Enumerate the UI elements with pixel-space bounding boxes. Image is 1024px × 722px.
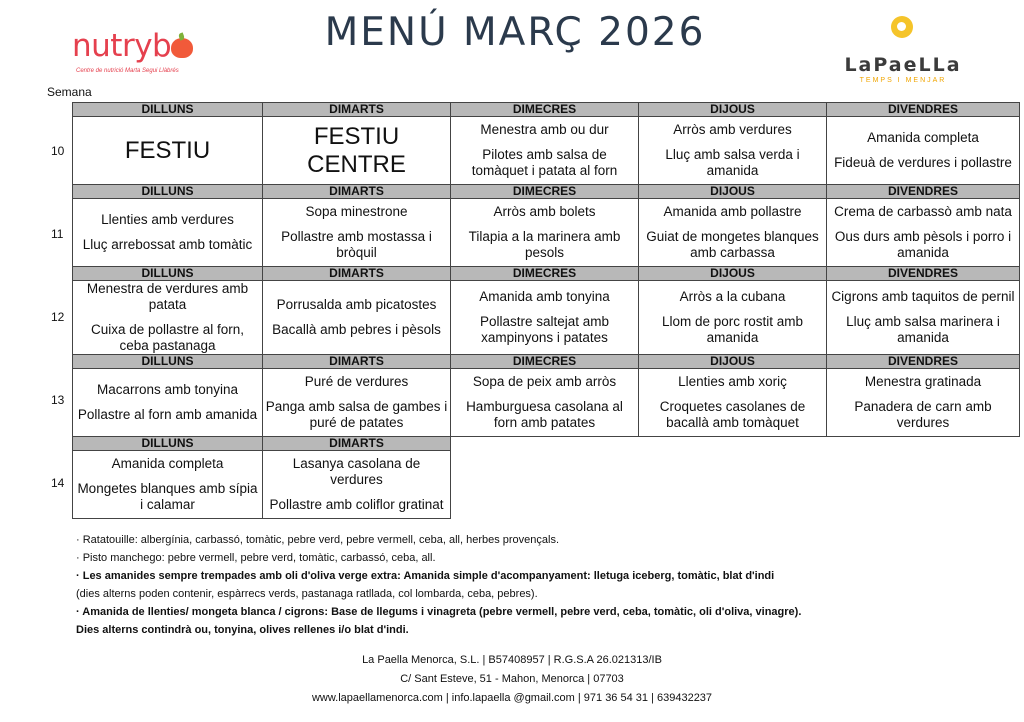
- second-course: Guiat de mongetes blanques amb carbassa: [646, 229, 819, 260]
- menu-cell: [827, 369, 1020, 437]
- day-header-row: [73, 103, 1020, 117]
- menu-row: [73, 451, 1020, 519]
- first-course: Cigrons amb taquitos de pernil: [831, 289, 1015, 304]
- note-line: · Amanida de llenties/ mongeta blanca / cigrons: Base de llegums i vinagreta (pebre vermell, pebre verd, ceba, tomàtic, oli d'oliva, vinagre).: [76, 606, 802, 618]
- day-header: DILLUNS: [73, 355, 263, 369]
- second-course: Panadera de carn amb verdures: [854, 399, 992, 430]
- day-header: DIMECRES: [451, 185, 639, 199]
- day-header: DIMARTS: [263, 103, 451, 117]
- second-course: Lluç amb salsa marinera i amanida: [846, 314, 1000, 345]
- second-course: Llom de porc rostit amb amanida: [661, 314, 804, 345]
- menu-cell: [827, 199, 1020, 267]
- menu-cell: [451, 369, 639, 437]
- menu-cell: [639, 199, 827, 267]
- lapaella-name: LaPaeLLa: [844, 54, 962, 76]
- lapaella-logo: [838, 12, 968, 84]
- first-course: Arròs a la cubana: [679, 289, 786, 304]
- day-header: DIMARTS: [263, 355, 451, 369]
- footer-line: www.lapaellamenorca.com | info.lapaella @gmail.com | 971 36 54 31 | 639432237: [311, 692, 713, 704]
- footer-line: C/ Sant Esteve, 51 - Mahon, Menorca | 07703: [400, 673, 624, 685]
- first-course: Lasanya casolana de verdures: [292, 456, 421, 487]
- week-number: 14: [51, 476, 65, 490]
- day-header: DIMARTS: [263, 267, 451, 281]
- day-header: DIJOUS: [639, 355, 827, 369]
- footer-line: La Paella Menorca, S.L. | B57408957 | R.G.S.A 26.021313/IB: [362, 654, 662, 666]
- menu-cell: [451, 281, 639, 355]
- first-course: Amanida completa: [111, 456, 224, 471]
- menu-row: [73, 199, 1020, 267]
- second-course: Croquetes casolanes de bacallà amb tomàquet: [659, 399, 806, 430]
- note-line: · Ratatouille: albergínia, carbassó, tomàtic, pebre verd, pebre vermell, ceba, all, herbes provençals.: [76, 534, 560, 546]
- menu-cell: [73, 369, 263, 437]
- note-line: · Les amanides sempre trempades amb oli d'oliva verge extra: Amanida simple d'acompanyament: lletuga iceberg, tomàtic, blat d'indi: [76, 570, 775, 582]
- day-header: DILLUNS: [73, 267, 263, 281]
- nutrybo-logo: [72, 30, 237, 74]
- first-course: Llenties amb verdures: [101, 212, 234, 227]
- day-header: DIJOUS: [639, 267, 827, 281]
- week-number: 10: [51, 144, 65, 158]
- day-header: DIMECRES: [451, 355, 639, 369]
- lapaella-subtitle: TEMPS I MENJAR: [859, 77, 947, 84]
- egg-icon: [885, 12, 921, 44]
- day-header: DILLUNS: [73, 437, 263, 451]
- day-header: DIMARTS: [263, 437, 451, 451]
- menu-table: [72, 102, 1020, 519]
- week-column-label: Semana: [47, 85, 92, 99]
- first-course: Sopa de peix amb arròs: [472, 374, 617, 389]
- second-course: Pollastre amb coliflor gratinat: [269, 497, 444, 512]
- menu-row: [73, 281, 1020, 355]
- week-number: 11: [51, 227, 64, 241]
- day-header: DIMARTS: [263, 185, 451, 199]
- second-course: Pilotes amb salsa de tomàquet i patata al forn: [471, 147, 618, 178]
- day-header: DIVENDRES: [827, 103, 1020, 117]
- holiday-cell: FESTIU: [73, 117, 263, 185]
- second-course: Bacallà amb pebres i pèsols: [272, 322, 441, 337]
- first-course: Menestra amb ou dur: [480, 122, 609, 137]
- day-header: DIMECRES: [451, 103, 639, 117]
- empty-cell: [451, 437, 639, 451]
- empty-cell: [639, 437, 827, 451]
- first-course: Amanida completa: [867, 130, 979, 145]
- second-course: Panga amb salsa de gambes i puré de patates: [265, 399, 448, 430]
- menu-row: [73, 369, 1020, 437]
- second-course: Lluç arrebossat amb tomàtic: [82, 237, 253, 252]
- menu-cell: [263, 451, 451, 519]
- first-course: Puré de verdures: [304, 374, 409, 389]
- notes: [76, 531, 1006, 639]
- day-header: DILLUNS: [73, 185, 263, 199]
- second-course: Pollastre saltejat amb xampinyons i patates: [479, 314, 610, 345]
- day-header: DIVENDRES: [827, 355, 1020, 369]
- second-course: Pollastre amb mostassa i bròquil: [281, 229, 432, 260]
- nutrybo-brand-text: nutryb: [72, 28, 172, 64]
- day-header: DILLUNS: [73, 103, 263, 117]
- week-number: 13: [51, 393, 65, 407]
- first-course: Amanida amb tonyina: [479, 289, 610, 304]
- menu-cell: [263, 281, 451, 355]
- holiday-cell: FESTIU CENTRE: [263, 117, 451, 185]
- second-course: Ous durs amb pèsols i porro i amanida: [834, 229, 1012, 260]
- day-header: DIVENDRES: [827, 185, 1020, 199]
- day-header-row: [73, 267, 1020, 281]
- empty-cell: [827, 451, 1020, 519]
- second-course: Cuixa de pollastre al forn, ceba pastanaga: [90, 322, 245, 353]
- first-course: Porrusalda amb picatostes: [276, 297, 437, 312]
- day-header-row: [73, 185, 1020, 199]
- first-course: Arròs amb bolets: [493, 204, 596, 219]
- menu-cell: [263, 369, 451, 437]
- menu-cell: [263, 199, 451, 267]
- menu-row: [73, 117, 1020, 185]
- day-header-row: [73, 355, 1020, 369]
- first-course: Crema de carbassò amb nata: [834, 204, 1012, 219]
- menu-cell: [451, 117, 639, 185]
- first-course: Arròs amb verdures: [673, 122, 792, 137]
- day-header-row: [73, 437, 1020, 451]
- second-course: Fideuà de verdures i pollastre: [834, 155, 1012, 170]
- first-course: Amanida amb pollastre: [663, 204, 802, 219]
- day-header: DIMECRES: [451, 267, 639, 281]
- menu-cell: [827, 117, 1020, 185]
- note-line: (dies alterns poden contenir, espàrrecs verds, pastanaga ratllada, col lombarda, ceba, pebres).: [76, 588, 538, 600]
- second-course: Pollastre al forn amb amanida: [77, 407, 258, 422]
- empty-cell: [827, 437, 1020, 451]
- nutrybo-brand: [72, 30, 237, 62]
- first-course: Sopa minestrone: [305, 204, 408, 219]
- first-course: Llenties amb xoriç: [678, 374, 787, 389]
- menu-cell: [827, 281, 1020, 355]
- note-line: · Pisto manchego: pebre vermell, pebre verd, tomàtic, carbassó, ceba, all.: [76, 552, 436, 564]
- second-course: Mongetes blanques amb sípia i calamar: [77, 481, 258, 512]
- note-line: Dies alterns contindrà ou, tonyina, olives rellenes i/o blat d'indi.: [76, 624, 409, 636]
- menu-cell: [451, 199, 639, 267]
- first-course: Macarrons amb tonyina: [96, 382, 239, 397]
- week-number: 12: [51, 310, 65, 324]
- page-title: MENÚ MARÇ 2026: [324, 10, 706, 55]
- day-header: DIVENDRES: [827, 267, 1020, 281]
- empty-cell: [451, 451, 639, 519]
- first-course: Menestra de verdures amb patata: [86, 281, 249, 312]
- empty-cell: [639, 451, 827, 519]
- menu-cell: [639, 281, 827, 355]
- nutrybo-tagline: Centre de nutrició Marta Segui Llàbrés: [76, 68, 179, 74]
- fruit-icon: [171, 38, 193, 58]
- second-course: Lluç amb salsa verda i amanida: [665, 147, 800, 178]
- first-course: Menestra gratinada: [864, 374, 982, 389]
- menu-cell: [639, 117, 827, 185]
- day-header: DIJOUS: [639, 103, 827, 117]
- footer: [0, 651, 1024, 708]
- menu-cell: [73, 199, 263, 267]
- second-course: Hamburguesa casolana al forn amb patates: [466, 399, 623, 430]
- second-course: Tilapia a la marinera amb pesols: [468, 229, 621, 260]
- menu-cell: [73, 451, 263, 519]
- day-header: DIJOUS: [639, 185, 827, 199]
- menu-cell: [73, 281, 263, 355]
- menu-cell: [639, 369, 827, 437]
